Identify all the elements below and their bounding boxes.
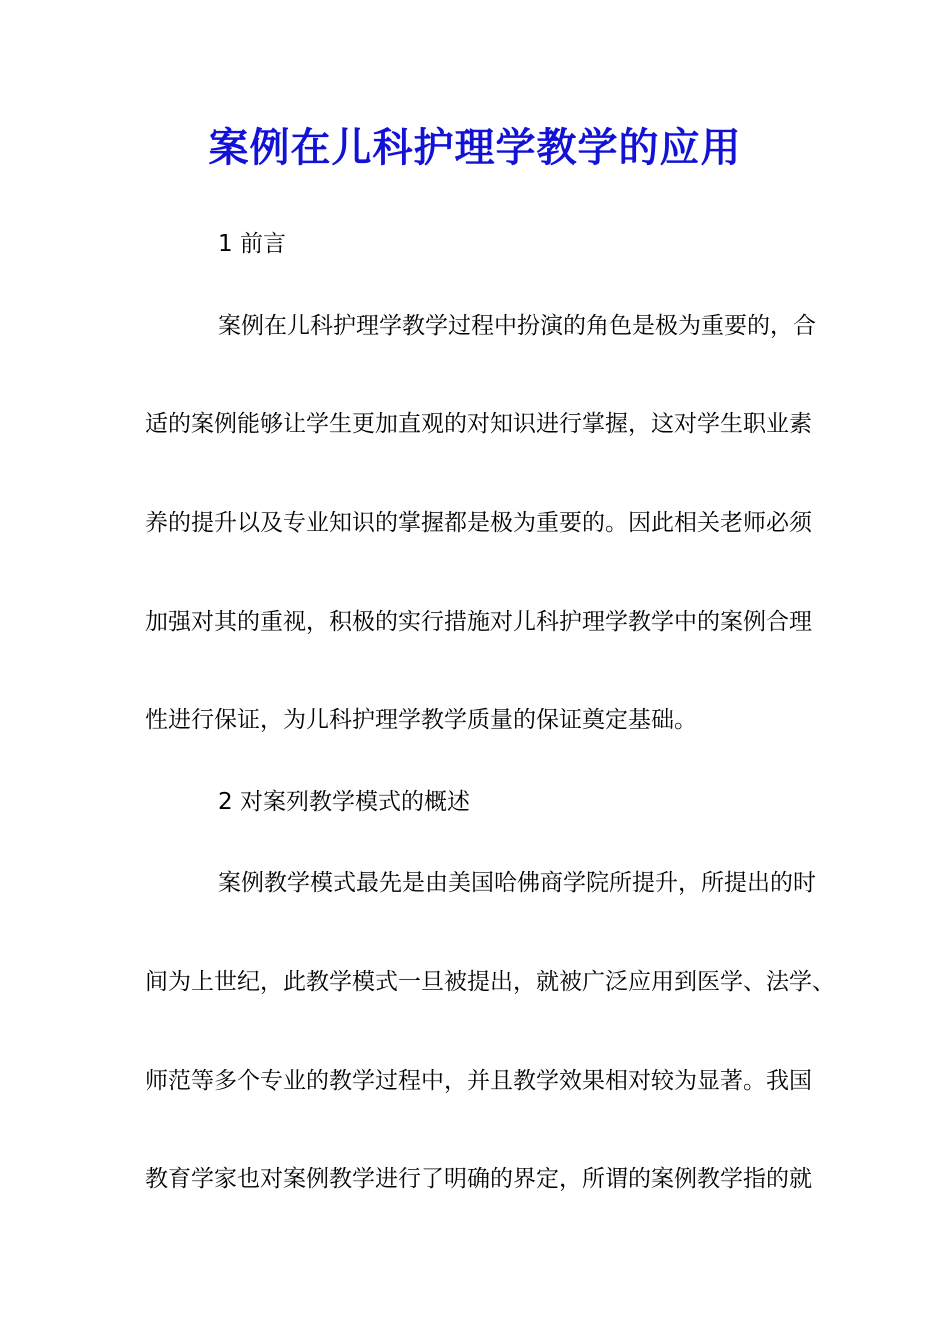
paragraph-line: 间为上世纪，此教学模式一旦被提出，就被广泛应用到医学、法学、 [145,969,835,995]
document-title: 案例在儿科护理学教学的应用 [208,125,742,171]
paragraph-line: 适的案例能够让学生更加直观的对知识进行掌握，这对学生职业素 [145,411,812,437]
paragraph-line: 师范等多个专业的教学过程中，并且教学效果相对较为显著。我国 [145,1068,812,1094]
paragraph-line: 养的提升以及专业知识的掌握都是极为重要的。因此相关老师必须 [145,510,812,536]
paragraph-line: 案例教学模式最先是由美国哈佛商学院所提升，所提出的时 [218,870,816,896]
paragraph-line: 性进行保证，为儿科护理学教学质量的保证奠定基础。 [145,707,697,733]
section-heading-1: 1 前言 [218,231,286,257]
paragraph-line: 加强对其的重视，积极的实行措施对儿科护理学教学中的案例合理 [145,609,812,635]
paragraph-line: 案例在儿科护理学教学过程中扮演的角色是极为重要的，合 [218,313,816,339]
paragraph-line: 教育学家也对案例教学进行了明确的界定，所谓的案例教学指的就 [145,1166,812,1192]
section-heading-2: 2 对案列教学模式的概述 [218,789,470,815]
